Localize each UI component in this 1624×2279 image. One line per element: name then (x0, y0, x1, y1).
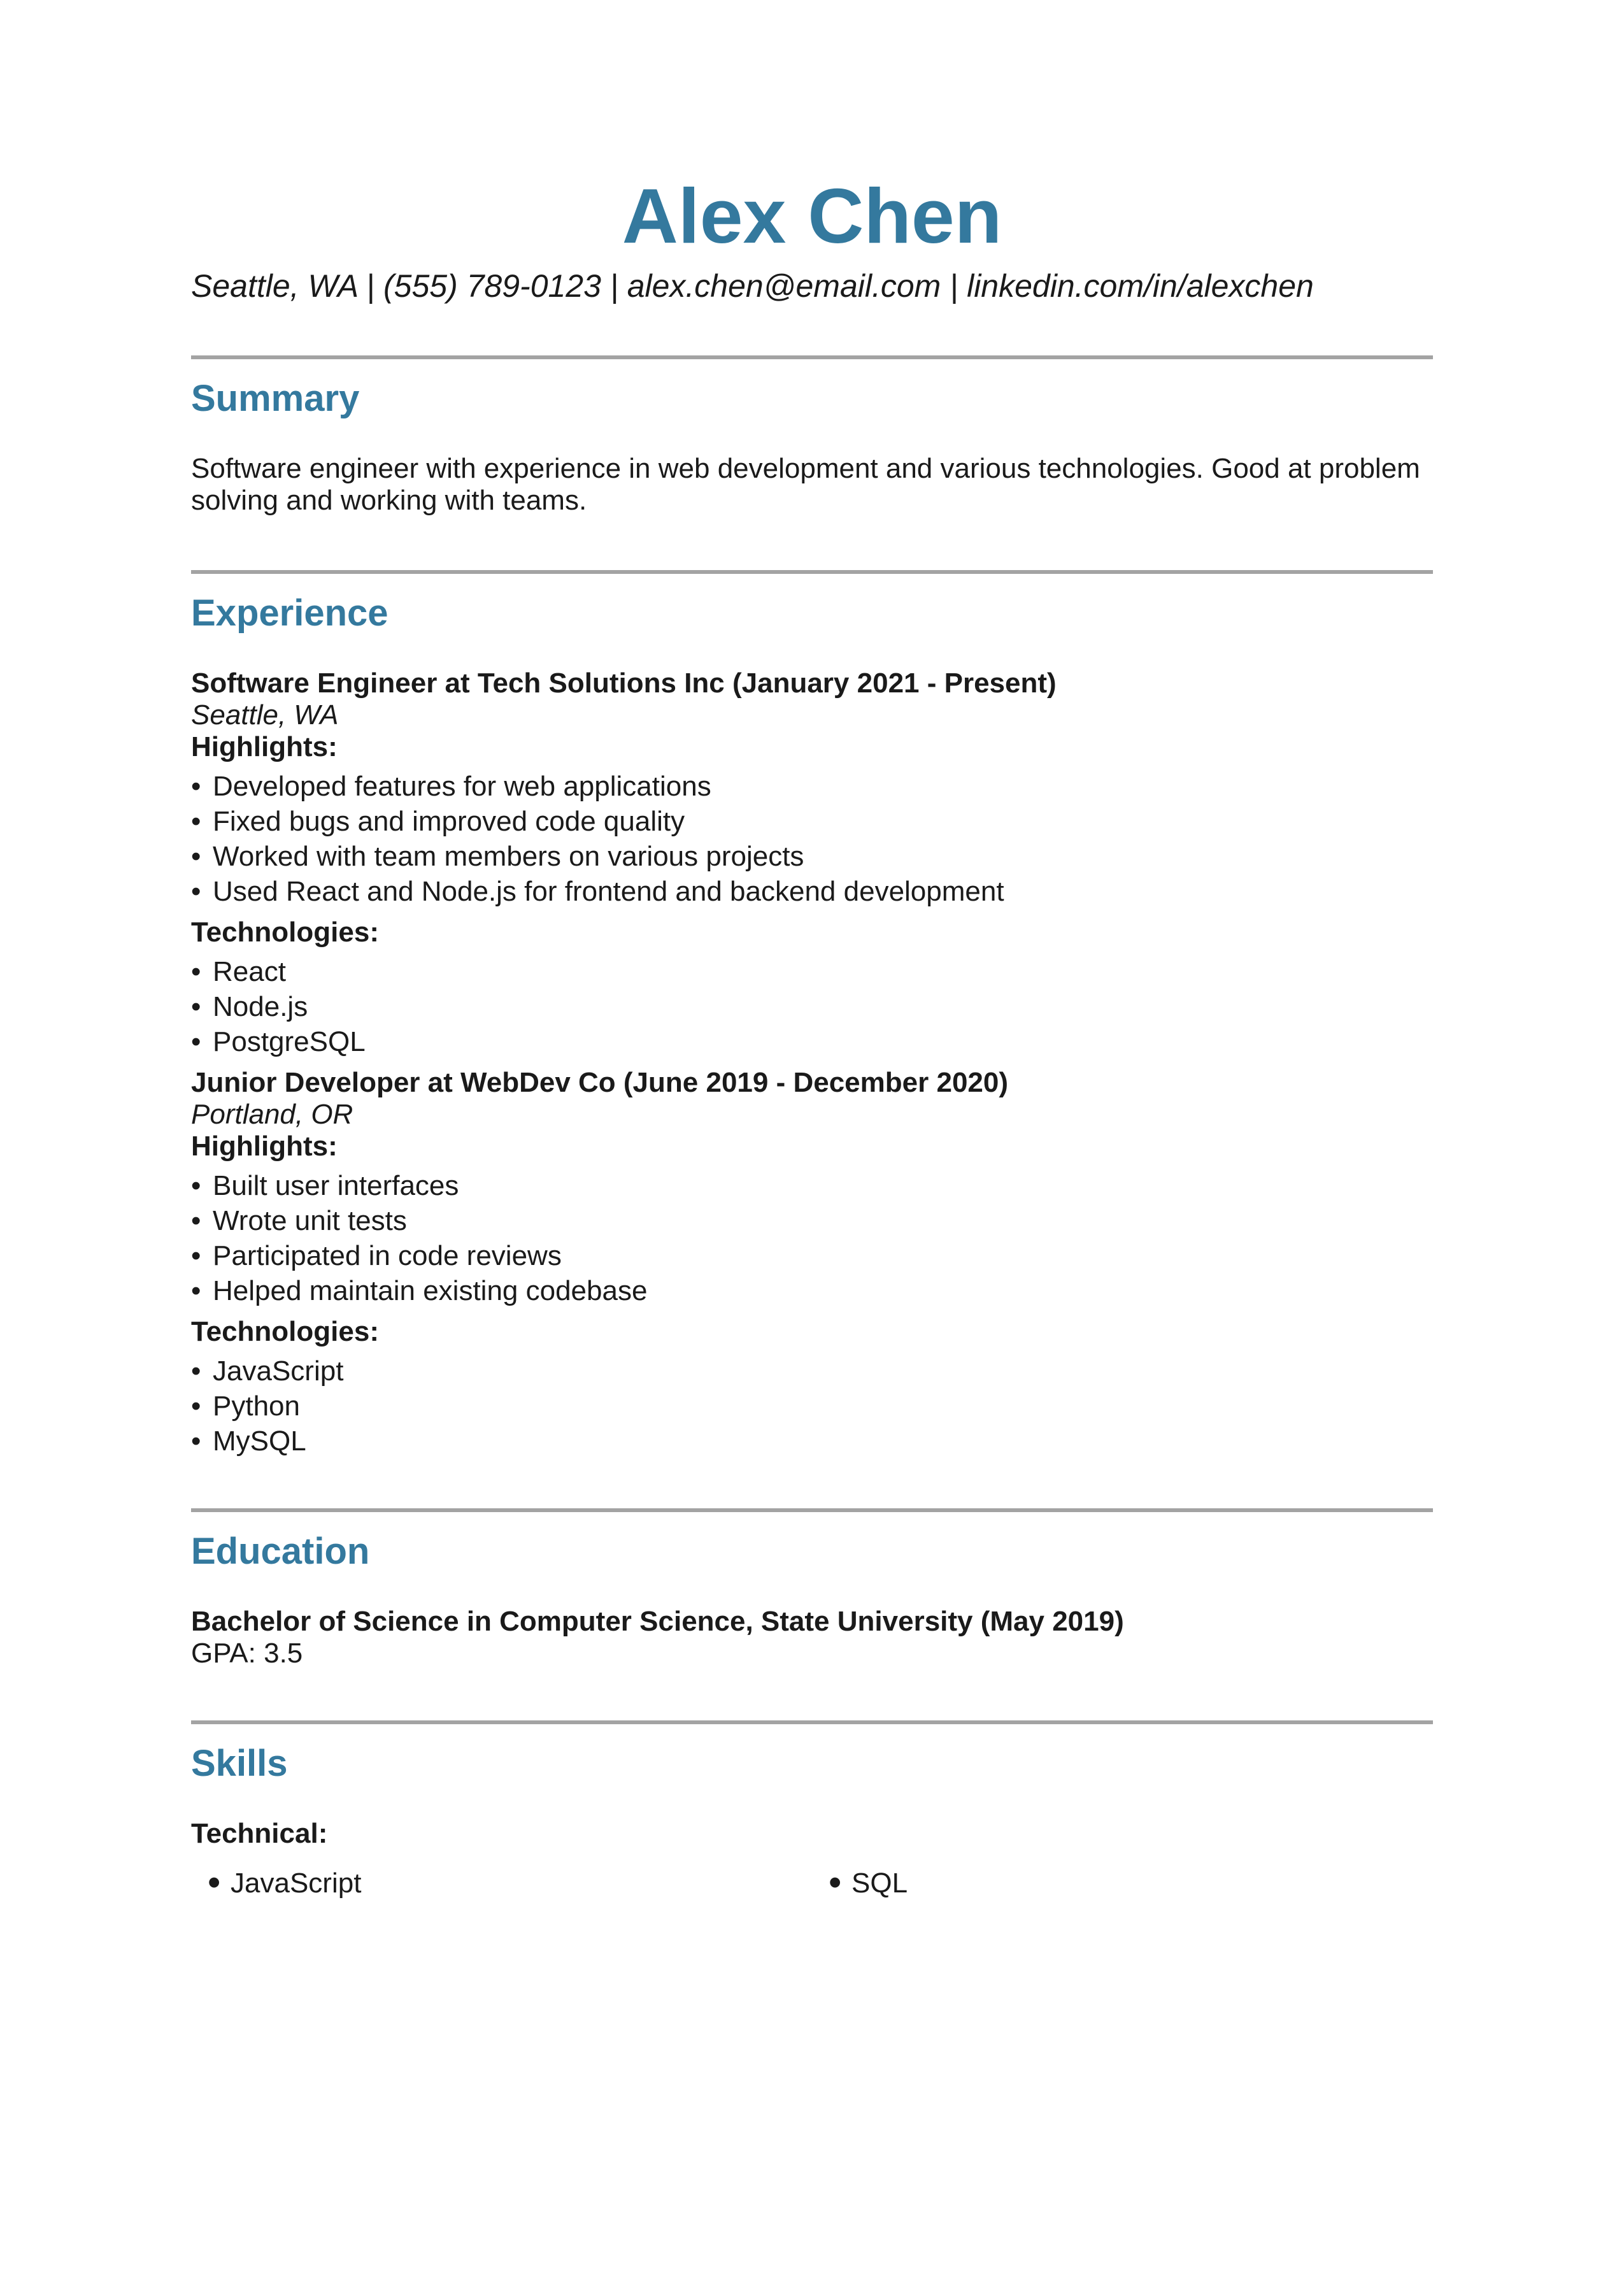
list-item: • MySQL (191, 1425, 1433, 1457)
list-item: • JavaScript (191, 1868, 812, 1899)
technologies-label: Technologies: (191, 917, 379, 948)
highlights-label: Highlights: (191, 731, 338, 762)
job-location: Portland, OR (191, 1099, 353, 1130)
list-item: • Node.js (191, 991, 1433, 1023)
list-item: • Python (191, 1390, 1433, 1422)
skills-list (191, 1868, 1433, 1899)
highlights-list (191, 1170, 1433, 1307)
highlights-label: Highlights: (191, 1131, 338, 1162)
job-entry (191, 1067, 1433, 1457)
list-item: • Used React and Node.js for frontend and backend development (191, 876, 1433, 908)
section-title-education: Education (191, 1531, 370, 1572)
contact-line: Seattle, WA | (555) 789-0123 | alex.chen@email.com | linkedin.com/in/alexchen (191, 268, 1314, 304)
summary-text: Software engineer with experience in web development and various technologies. Good at problem solving and working with teams. (191, 453, 1420, 516)
resume-page (0, 173, 1624, 1899)
list-item: • SQL (812, 1868, 1433, 1899)
job-entry (191, 668, 1433, 1058)
page-title: Alex Chen (622, 173, 1002, 259)
section-divider (191, 570, 1433, 574)
list-item: • Worked with team members on various projects (191, 841, 1433, 873)
list-item: • Wrote unit tests (191, 1205, 1433, 1237)
highlights-list (191, 771, 1433, 908)
degree-line: Bachelor of Science in Computer Science, State University (May 2019) (191, 1606, 1124, 1637)
job-heading: Software Engineer at Tech Solutions Inc (January 2021 - Present) (191, 668, 1057, 699)
section-divider (191, 1720, 1433, 1724)
section-title-skills: Skills (191, 1743, 288, 1784)
list-item: • JavaScript (191, 1355, 1433, 1387)
section-divider (191, 1508, 1433, 1512)
technologies-label: Technologies: (191, 1316, 379, 1347)
technologies-list (191, 956, 1433, 1058)
list-item: • React (191, 956, 1433, 988)
skill-category-label: Technical: (191, 1818, 328, 1849)
list-item: • Fixed bugs and improved code quality (191, 806, 1433, 838)
technologies-list (191, 1355, 1433, 1457)
list-item: • Helped maintain existing codebase (191, 1275, 1433, 1307)
list-item: • Developed features for web applications (191, 771, 1433, 803)
job-heading: Junior Developer at WebDev Co (June 2019 - December 2020) (191, 1067, 1009, 1098)
section-title-summary: Summary (191, 378, 360, 419)
section-divider (191, 355, 1433, 359)
gpa-line: GPA: 3.5 (191, 1638, 303, 1669)
list-item: • PostgreSQL (191, 1026, 1433, 1058)
section-title-experience: Experience (191, 592, 388, 634)
job-location: Seattle, WA (191, 699, 339, 731)
list-item: • Built user interfaces (191, 1170, 1433, 1202)
list-item: • Participated in code reviews (191, 1240, 1433, 1272)
